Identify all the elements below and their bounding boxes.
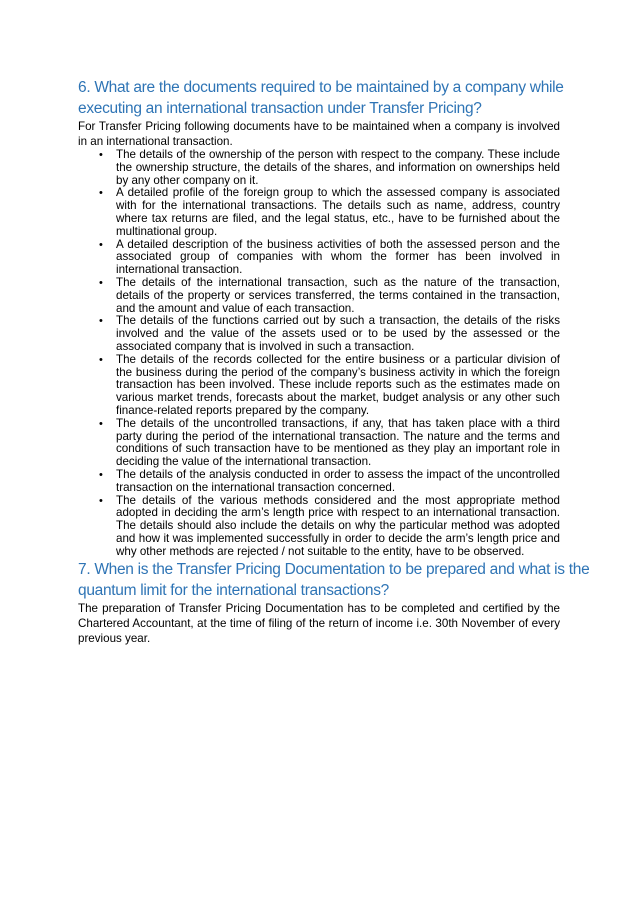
bullet-icon: • bbox=[99, 149, 103, 161]
section-7-heading bbox=[78, 559, 590, 601]
list-item-text: The details of the functions carried out by such a transaction, the details of the risks involved and the value of the assets used or to be used by the assessed or the associated company that is involved in such a transaction. bbox=[116, 314, 560, 353]
bullet-icon: • bbox=[99, 315, 103, 328]
bullet-icon: • bbox=[99, 238, 103, 251]
section-6-heading-line-1: 6. What are the documents required to be maintained by a company while bbox=[78, 79, 564, 96]
list-item bbox=[99, 493, 560, 559]
bullet-icon: • bbox=[99, 468, 103, 481]
list-item-text: A detailed profile of the foreign group to which the assessed company is associated with for the international transactions. The details such as name, address, country where tax returns are filed, and the legal status, etc., have to be furnished about the multinational group. bbox=[116, 186, 560, 238]
list-item-text: The details of the various methods considered and the most appropriate method adopted in deciding the arm’s length price with respect to an international transaction. The details should also include the details on why the particular method was adopted and how it was implemented successfully in order to decide the arm’s length price and why other methods are rejected / not suitable to the entity, have to be observed. bbox=[116, 493, 560, 558]
list-item-text: A detailed description of the business activities of both the assessed person and the associated group of companies with whom the former has been involved in international transaction. bbox=[116, 237, 560, 277]
section-6-heading-line-2: executing an international transaction under Transfer Pricing? bbox=[78, 100, 482, 117]
section-7-body: The preparation of Transfer Pricing Documentation has to be completed and certified by the Chartered Accountant, at the time of filing of the return of income i.e. 30th November of every previous year. bbox=[78, 601, 560, 645]
list-item-text: The details of the international transaction, such as the nature of the transaction, details of the property or services transferred, the terms contained in the transaction, and the amount and value of each transaction. bbox=[116, 275, 560, 315]
list-item-text: The details of the ownership of the person with respect to the company. These include the ownership structure, the details of the shares, and information on ownerships held by any other company on it. bbox=[116, 148, 560, 187]
section-7-heading-line-1: 7. When is the Transfer Pricing Documentation to be prepared and what is the bbox=[78, 560, 590, 578]
list-item bbox=[99, 314, 560, 353]
list-item bbox=[99, 186, 560, 238]
section-6-intro: For Transfer Pricing following documents have to be maintained when a company is involved in an international transaction. bbox=[78, 120, 560, 148]
bullet-icon: • bbox=[99, 353, 103, 366]
list-item bbox=[99, 416, 560, 469]
section-6-document-list bbox=[78, 149, 560, 559]
list-item bbox=[99, 237, 560, 277]
list-item-text: The details of the analysis conducted in order to assess the impact of the uncontrolled transaction on the international transaction concerned. bbox=[116, 467, 560, 494]
list-item bbox=[99, 352, 560, 418]
list-item-text: The details of the uncontrolled transactions, if any, that has taken place with a third party during the period of the international transaction. The nature and the terms and conditions of such transaction have to be mentioned as they play an important role in deciding the value of the international transaction. bbox=[116, 416, 560, 469]
bullet-icon: • bbox=[99, 494, 103, 507]
list-item-text: The details of the records collected for the entire business or a particular division of the business during the period of the company’s business activity in which the foreign transaction has been involved. These include reports such as the estimates made on various market trends, forecasts about the market, budget analysis or any other such finance-related reports prepared by the company. bbox=[116, 352, 560, 417]
bullet-icon: • bbox=[99, 417, 103, 430]
list-item bbox=[99, 148, 560, 187]
bullet-icon: • bbox=[99, 187, 103, 200]
list-item bbox=[99, 467, 560, 495]
bullet-icon: • bbox=[99, 276, 103, 289]
section-6-heading bbox=[78, 77, 564, 119]
list-item bbox=[99, 275, 560, 315]
section-7-heading-line-2: quantum limit for the international transactions? bbox=[78, 581, 389, 599]
